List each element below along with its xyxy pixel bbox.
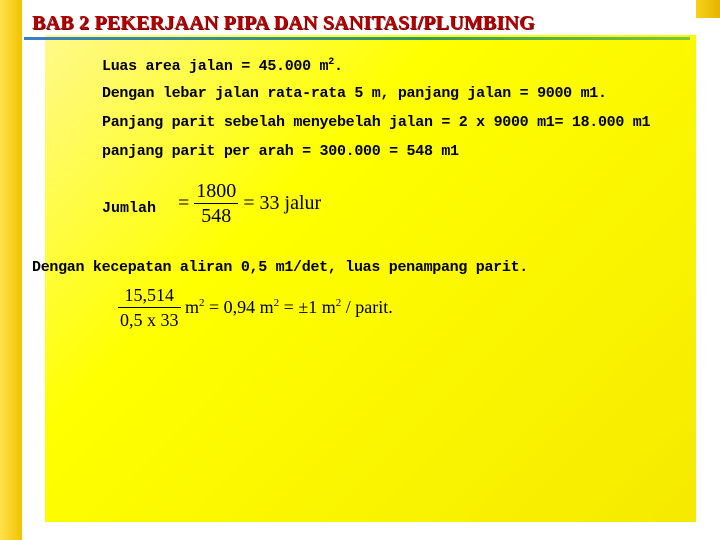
text-line-luas-area — [102, 57, 343, 75]
luas-fraction — [118, 284, 181, 331]
superscript-2: 2 — [328, 57, 334, 68]
superscript-2: 2 — [335, 297, 342, 309]
right-decor-stripe — [696, 0, 720, 18]
kecepatan-text: Dengan kecepatan aliran 0,5 m1/det, luas penampang parit. — [32, 259, 528, 276]
luas-result-1 — [205, 297, 280, 317]
superscript-2: 2 — [199, 297, 205, 309]
fraction-numerator: 15,514 — [124, 285, 174, 305]
superscript-2: 2 — [273, 297, 280, 309]
luas-result-2 — [279, 297, 341, 317]
slide-title: BAB 2 PEKERJAAN PIPA DAN SANITASI/PLUMBING — [32, 12, 535, 34]
result-text: = ±1 m — [279, 297, 336, 317]
left-decor-stripe — [0, 0, 22, 540]
luas-suffix: / parit. — [341, 297, 393, 317]
equals-sign: = — [178, 192, 190, 214]
fraction-bar — [194, 203, 238, 204]
fraction-bar — [118, 307, 181, 308]
jumlah-result: = 33 jalur — [243, 192, 322, 214]
content-panel — [45, 35, 696, 522]
fraction-numerator: 1800 — [196, 180, 237, 202]
luas-equation — [118, 284, 393, 331]
text-line-luas-area-text: Luas area jalan = 45.000 m — [102, 58, 329, 75]
title-underline — [24, 37, 690, 40]
period: . — [333, 58, 343, 75]
fraction-denominator: 0,5 x 33 — [120, 310, 179, 330]
text-line-parit-per-arah: panjang parit per arah = 300.000 = 548 m1 — [102, 143, 459, 160]
unit-m: m — [185, 297, 200, 317]
luas-unit — [185, 297, 205, 317]
result-text: = 0,94 m — [204, 297, 274, 317]
jumlah-label: Jumlah — [102, 200, 157, 217]
text-line-lebar-jalan: Dengan lebar jalan rata-rata 5 m, panjang jalan = 9000 m1. — [102, 85, 607, 102]
text-line-panjang-parit: Panjang parit sebelah menyebelah jalan = 2 x 9000 m1= 18.000 m1 — [102, 114, 651, 131]
fraction-denominator: 548 — [201, 205, 232, 227]
jumlah-fraction — [194, 180, 238, 227]
jumlah-equation — [178, 180, 321, 227]
